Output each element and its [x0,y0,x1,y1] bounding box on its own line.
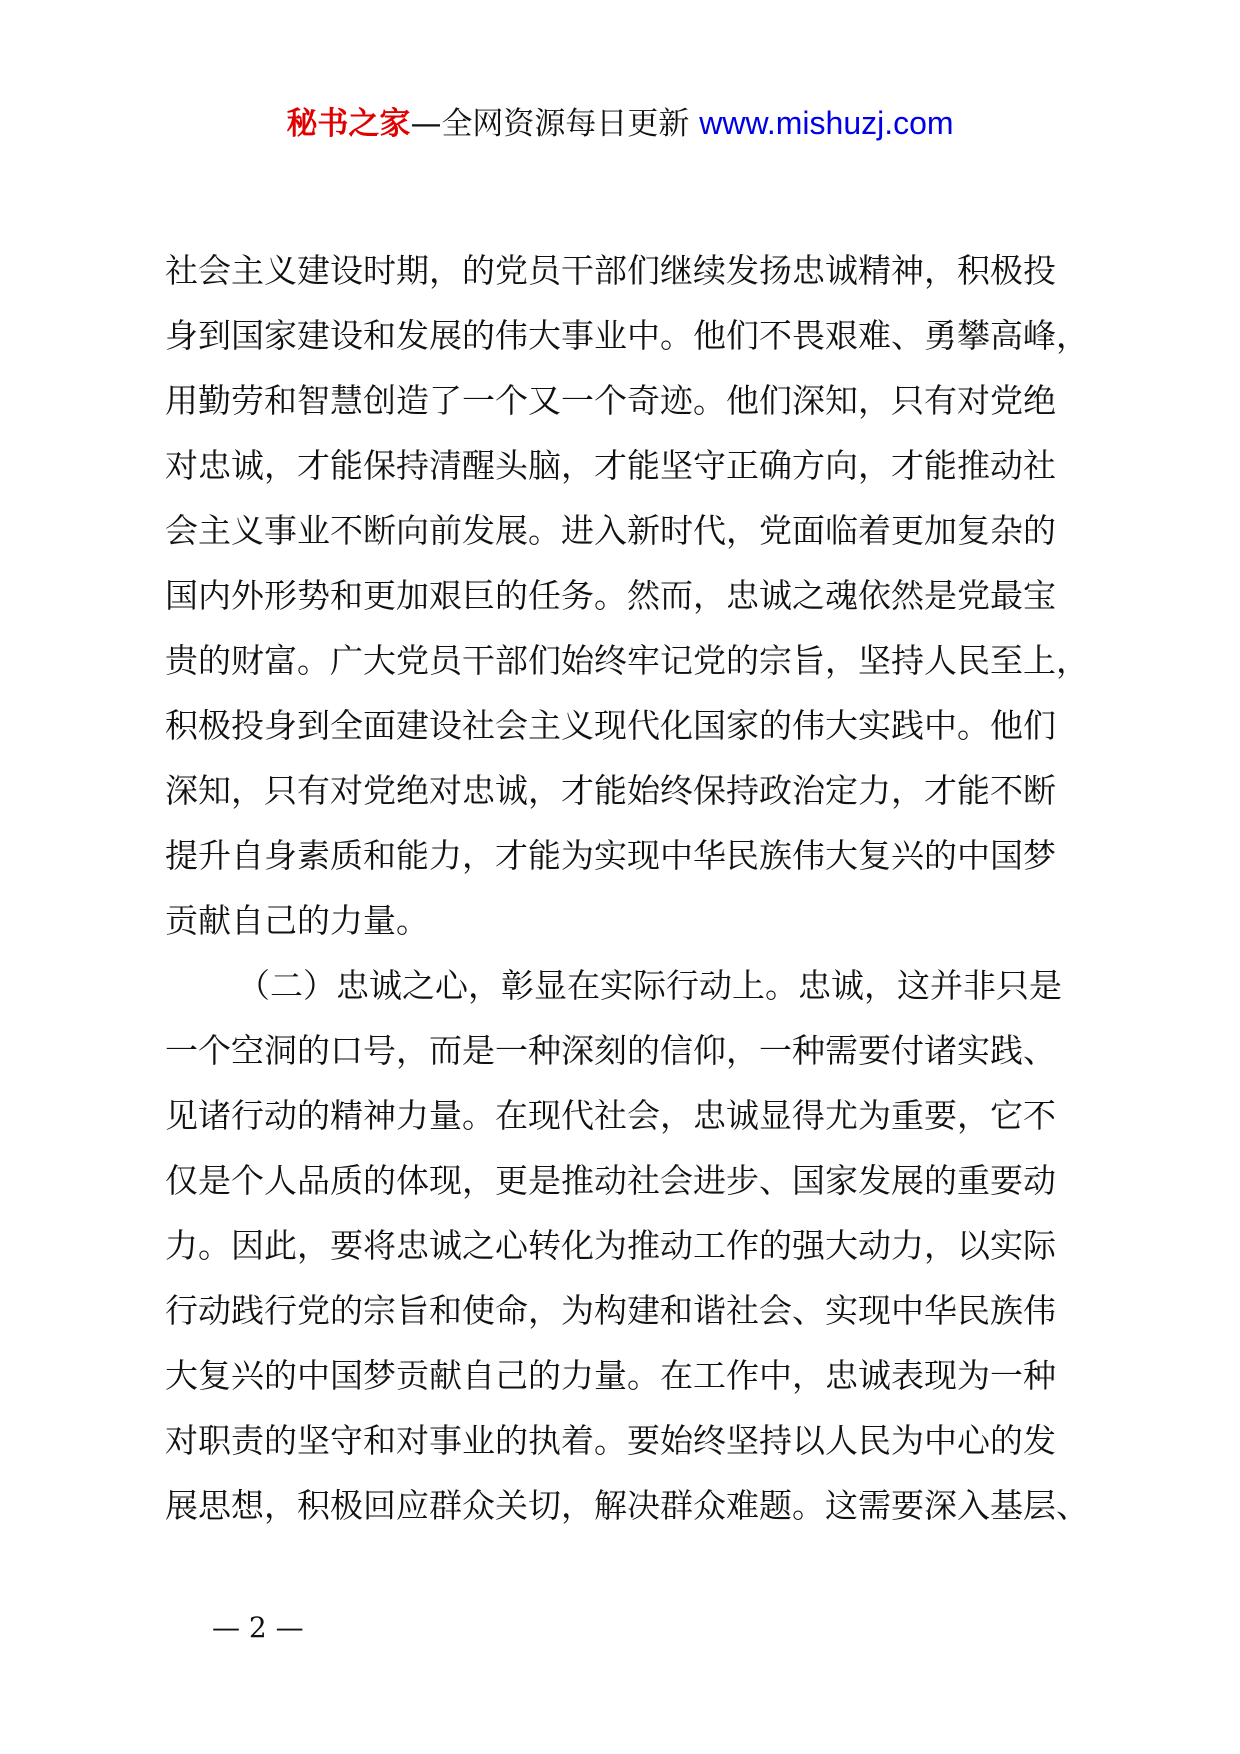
section-heading-line: （二）忠诚之心，彰显在实际行动上。忠诚，这并非只是 [237,966,1062,1005]
body-line: 力。因此，要将忠诚之心转化为推动工作的强大动力，以实际 [165,1226,1056,1265]
body-line: 深知，只有对党绝对忠诚，才能始终保持政治定力，才能不断 [165,771,1056,810]
body-line: 行动践行党的宗旨和使命，为构建和谐社会、实现中华民族伟 [165,1291,1056,1330]
body-line: 展思想，积极回应群众关切，解决群众难题。这需要深入基层、 [165,1486,1089,1525]
body-line: 积极投身到全面建设社会主义现代化国家的伟大实践中。他们 [165,706,1056,745]
body-line: 对忠诚，才能保持清醒头脑，才能坚守正确方向，才能推动社 [165,446,1056,485]
site-url-link[interactable]: www.mishuzj.com [699,105,954,141]
body-line: 会主义事业不断向前发展。进入新时代，党面临着更加复杂的 [165,511,1056,550]
brand-name: 秘书之家 [286,106,411,142]
body-line: 身到国家建设和发展的伟大事业中。他们不畏艰难、勇攀高峰， [165,316,1089,355]
body-line: 见诸行动的精神力量。在现代社会，忠诚显得尤为重要，它不 [165,1096,1056,1135]
body-line: 仅是个人品质的体现，更是推动社会进步、国家发展的重要动 [165,1161,1056,1200]
body-line: 贡献自己的力量。 [165,901,429,940]
body-line: 贵的财富。广大党员干部们始终牢记党的宗旨，坚持人民至上， [165,641,1089,680]
body-line: 对职责的坚守和对事业的执着。要始终坚持以人民为中心的发 [165,1421,1056,1460]
page-number: — 2 — [212,1611,304,1644]
document-body [165,238,1125,1538]
body-line: 大复兴的中国梦贡献自己的力量。在工作中，忠诚表现为一种 [165,1356,1056,1395]
site-header [0,100,1240,147]
header-tagline: —全网资源每日更新 [410,106,700,142]
body-line: 用勤劳和智慧创造了一个又一个奇迹。他们深知，只有对党绝 [165,381,1056,420]
body-line: 提升自身素质和能力，才能为实现中华民族伟大复兴的中国梦 [165,836,1056,875]
body-line: 国内外形势和更加艰巨的任务。然而，忠诚之魂依然是党最宝 [165,576,1056,615]
body-line: 社会主义建设时期，的党员干部们继续发扬忠诚精神，积极投 [165,251,1056,290]
body-line: 一个空洞的口号，而是一种深刻的信仰，一种需要付诸实践、 [165,1031,1056,1070]
